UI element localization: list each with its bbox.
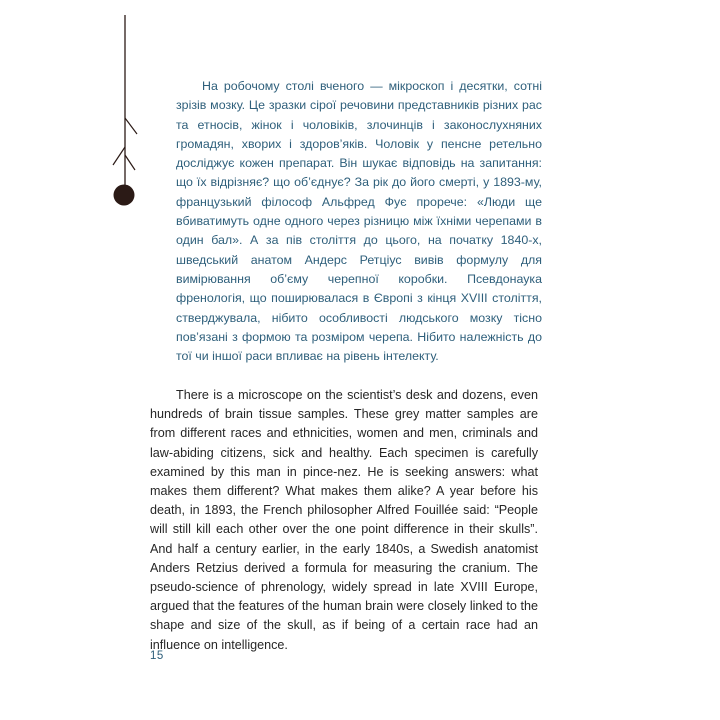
ornament-branch-lower-right — [125, 155, 135, 170]
branch-ornament-icon — [100, 10, 150, 210]
page-number: 15 — [150, 650, 164, 662]
ornament-seed — [114, 185, 135, 206]
ornament-branch-left — [113, 147, 125, 165]
english-paragraph: There is a microscope on the scientist’s desk and dozens, even hundreds of brain tissue samples. These grey matter samples are from different races and ethnicities, women and men, criminals and law-abiding citizens, sick and healthy. Each specimen is carefully examined by this man in pince-nez. He is seeking answers: what makes them different? What makes them alike? A year before his death, in 1893, the French philosopher Alfred Fouillée said: “People will still kill each other over the one point difference in their skulls”. And half a century earlier, in the early 1840s, a Swedish anatomist Anders Retzius derived a formula for measuring the cranium. The pseudo-science of phrenology, widely spread in late XVIII Europe, argued that the features of the human brain were closely linked to the shape and size of the skull, as if being of a certain race had an influence on intelligence. — [150, 388, 538, 652]
ukrainian-paragraph: На робочому столі вченого — мікроскоп і десятки, сотні зрізів мозку. Це зразки сірої речовини представників різних рас та етносів, жінок і чоловіків, злочинців і законослухняних громадян, хворих і здоров’яків. Чоловік у пенсне ретельно досліджує кожен препарат. Він шукає відповідь на запитання: що їх відрізняє? що об’єднує? За рік до його смерті, у 1893-му, французький філософ Альфред Фує прорече: «Люди ще вбиватимуть одне одного через різницю між їхніми черепами в один бал». А за пів століття до цього, на початку 1840-х, шведський анатом Андерс Ретціус вивів формулу для вимірювання об’єму черепної коробки. Псевдонаука френологія, що поширювалася в Європі з кінця XVIII століття, стверджувала, нібито особливості людського мозку тісно пов’язані з формою та розміром черепа. Нібито належність до тої чи іншої раси впливає на рівень інтелекту. — [176, 79, 542, 364]
ornament-branch-upper-right — [125, 118, 137, 134]
